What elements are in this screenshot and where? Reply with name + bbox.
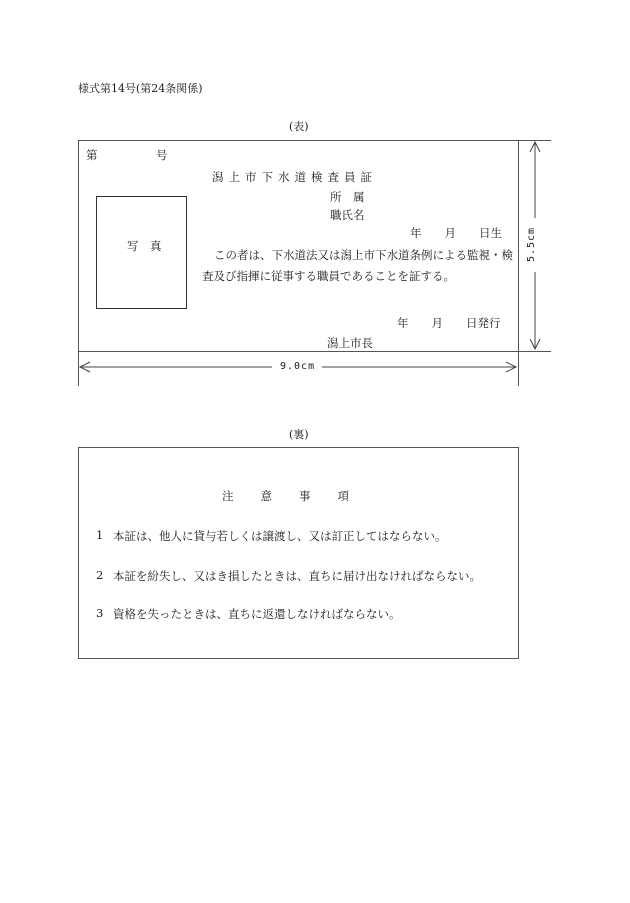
front-heading: (表) bbox=[289, 120, 309, 133]
back-heading: (裏) bbox=[289, 428, 309, 441]
note-1-number: 1 bbox=[96, 528, 104, 542]
note-3-text: 資格を失ったときは、直ちに返還しなければならない。 bbox=[113, 607, 401, 621]
issuer: 潟上市長 bbox=[327, 336, 373, 350]
note-3-number: 3 bbox=[96, 606, 104, 620]
note-2-number: 2 bbox=[96, 568, 104, 582]
note-1-text: 本証は、他人に貸与若しくは譲渡し、又は訂正してはならない。 bbox=[113, 529, 447, 543]
card-number-suffix: 号 bbox=[156, 148, 168, 162]
photo-label: 写 真 bbox=[127, 239, 162, 253]
name-label: 職氏名 bbox=[330, 208, 365, 222]
birth-date-label: 年 月 日生 bbox=[410, 226, 502, 240]
card-number-prefix: 第 bbox=[86, 148, 98, 162]
card-title: 潟上市下水道検査員証 bbox=[212, 170, 377, 184]
statement-line-1: この者は、下水道法又は潟上市下水道条例による監視・検 bbox=[214, 248, 513, 262]
back-card bbox=[78, 447, 519, 659]
statement-line-2: 査及び指揮に従事する職員であることを証する。 bbox=[202, 269, 455, 283]
issue-date-label: 年 月 日発行 bbox=[397, 316, 501, 330]
height-dimension: 5.5cm bbox=[526, 226, 538, 263]
affiliation-label: 所 属 bbox=[330, 190, 365, 204]
notes-title: 注意事項 bbox=[222, 489, 376, 503]
width-dimension: 9.0cm bbox=[280, 361, 316, 372]
note-2-text: 本証を紛失し、又はき損したときは、直ちに届け出なければならない。 bbox=[113, 569, 481, 583]
form-number: 様式第14号(第24条関係) bbox=[78, 82, 203, 95]
